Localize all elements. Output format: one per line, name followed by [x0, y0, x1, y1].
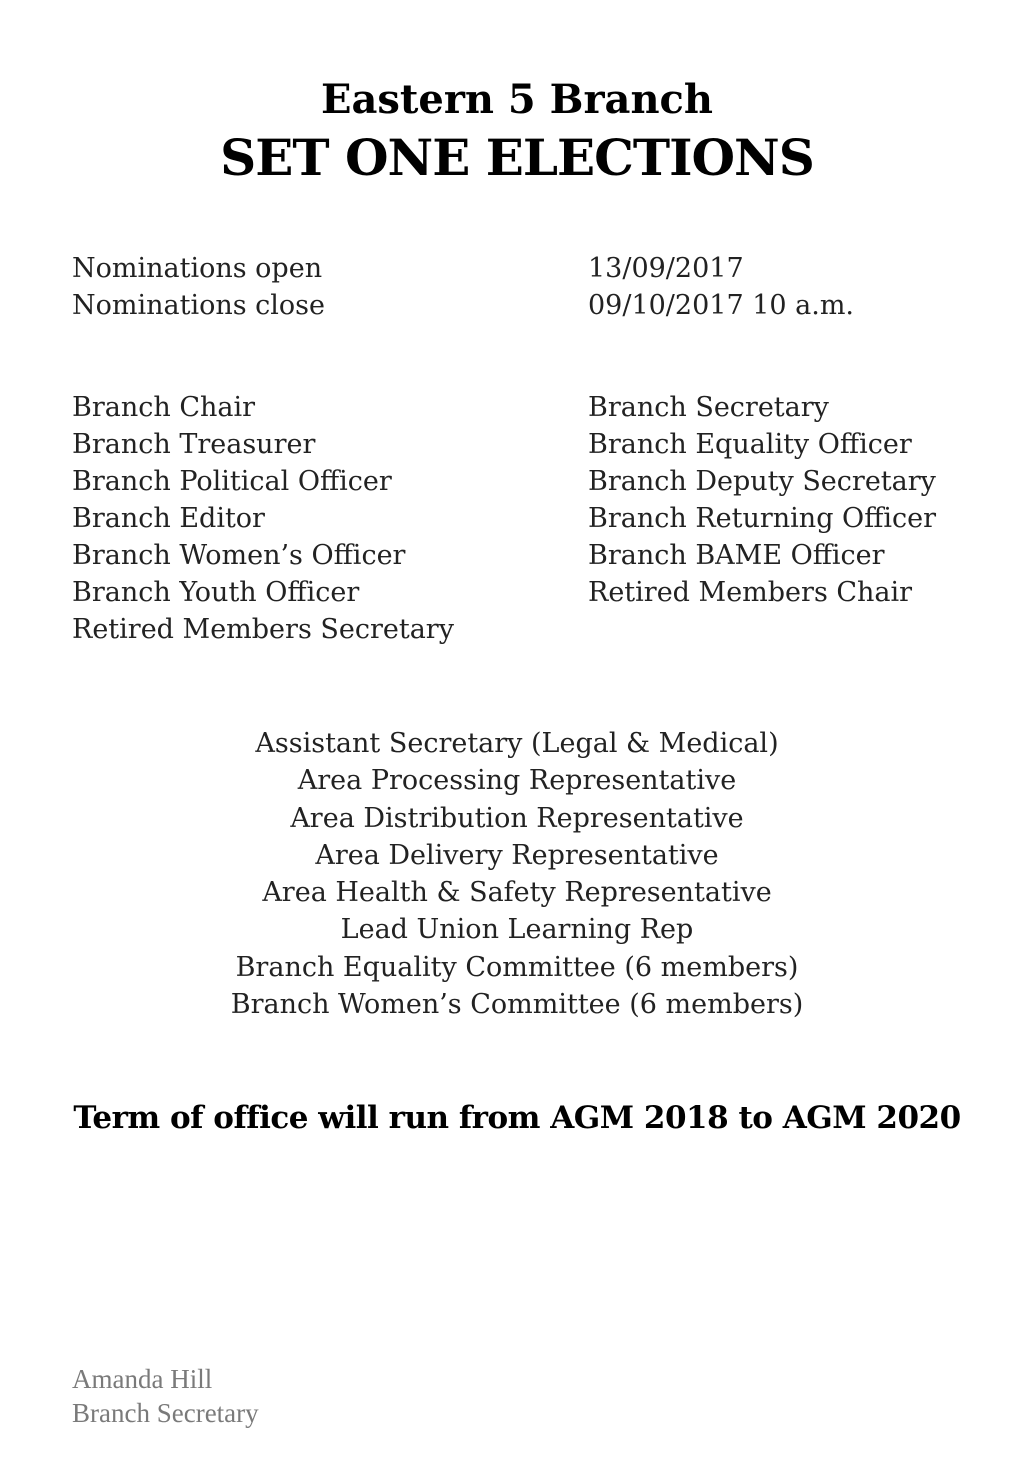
office-item: Branch Women’s Officer: [72, 540, 406, 571]
office-item: Branch Treasurer: [72, 429, 316, 460]
nominations-dates: [588, 250, 854, 324]
representative-item: Lead Union Learning Rep: [340, 914, 694, 946]
nominations-open-date: 13/09/2017: [588, 253, 744, 284]
offices-left-column: [72, 389, 454, 648]
office-item: Branch Political Officer: [72, 466, 392, 497]
nominations-labels: [72, 250, 325, 324]
offices-right-column: [588, 389, 936, 611]
office-item: Branch Deputy Secretary: [588, 466, 936, 497]
page-title: SET ONE ELECTIONS: [220, 128, 814, 187]
office-item: Branch Secretary: [588, 392, 829, 423]
representative-item: Branch Women’s Committee (6 members): [230, 989, 804, 1021]
nominations-close-label: Nominations close: [72, 290, 326, 321]
representative-item: Area Health & Safety Representative: [262, 877, 772, 909]
representative-item: Area Distribution Representative: [290, 802, 744, 834]
office-item: Branch Equality Officer: [588, 429, 912, 460]
office-item: Retired Members Chair: [588, 577, 913, 608]
representative-item: Branch Equality Committee (6 members): [235, 951, 799, 983]
nominations-close-date: 09/10/2017 10 a.m.: [588, 290, 855, 321]
nominations-open-label: Nominations open: [72, 253, 323, 284]
office-item: Branch Editor: [72, 503, 265, 534]
representative-item: Area Delivery Representative: [315, 839, 719, 871]
signature-role: Branch Secretary: [72, 1398, 259, 1428]
representatives-list: [0, 725, 1034, 1023]
office-item: Branch Chair: [72, 392, 256, 423]
office-item: Branch BAME Officer: [588, 540, 885, 571]
representative-item: Assistant Secretary (Legal & Medical): [255, 728, 779, 759]
office-item: Branch Youth Officer: [72, 577, 360, 608]
office-item: Branch Returning Officer: [588, 503, 937, 534]
term-of-office-note: Term of office will run from AGM 2018 to AGM 2020: [73, 1100, 961, 1136]
office-item: Retired Members Secretary: [72, 614, 454, 645]
signature-block: [72, 1362, 259, 1430]
signature-name: Amanda Hill: [72, 1364, 213, 1394]
branch-name-heading: Eastern 5 Branch: [320, 76, 713, 123]
representative-item: Area Processing Representative: [297, 765, 737, 797]
